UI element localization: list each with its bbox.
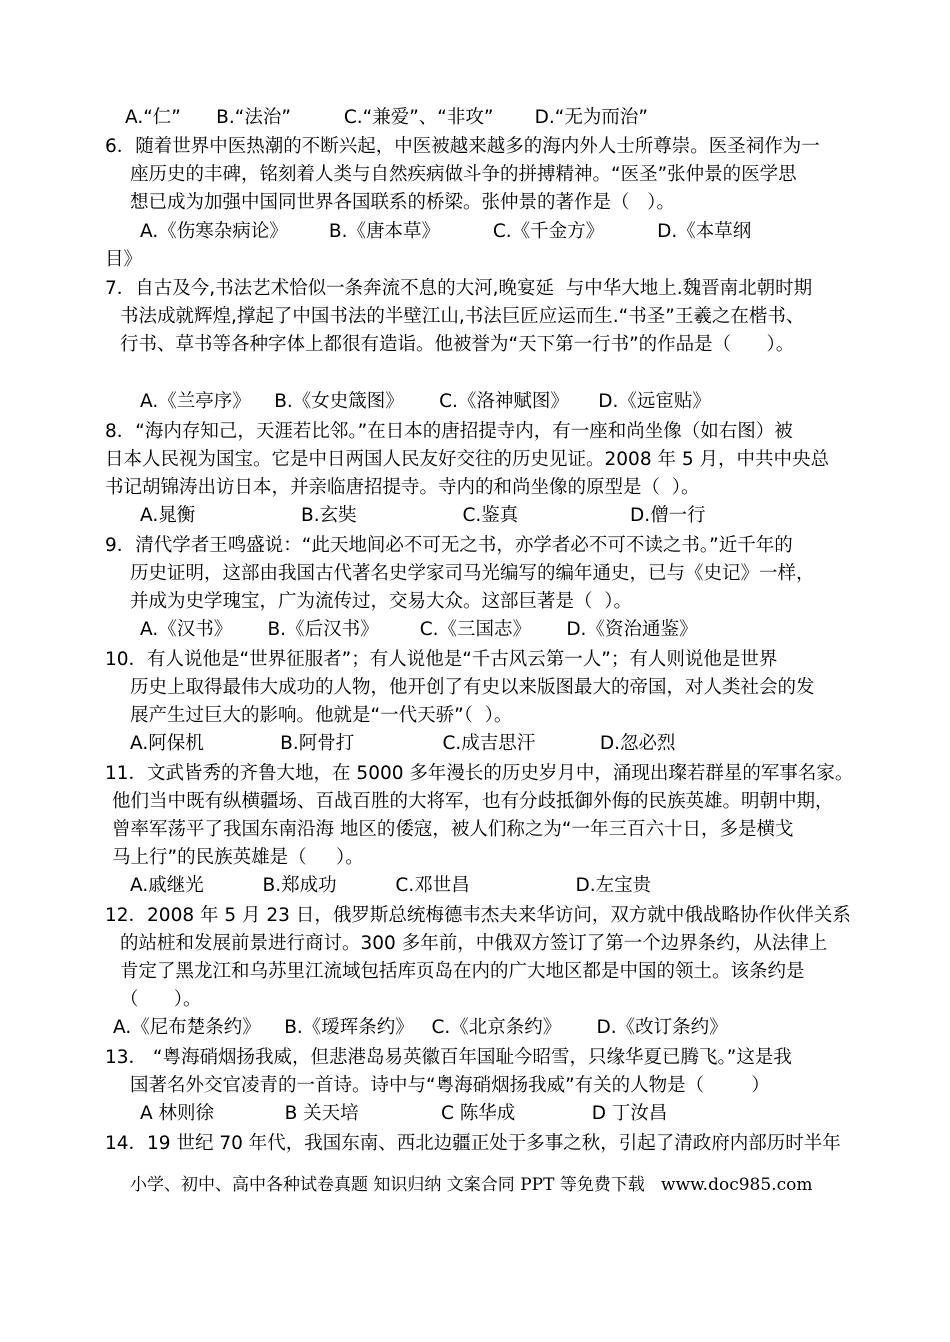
q8-options: A.晁衡 B.玄奘 C.鉴真 D.僧一行 xyxy=(140,505,706,526)
q6-options-wrap: 目》 xyxy=(105,249,143,270)
q13-options: A 林则徐 B 关天培 C 陈华成 D 丁汝昌 xyxy=(140,1103,668,1124)
q10-options: A.阿保机 B.阿骨打 C.成吉思汗 D.忽必烈 xyxy=(130,733,676,754)
q7-line-3: 行书、草书等各种字体上都很有造诣。他被誉为“天下第一行书”的作品是（ ）。 xyxy=(120,334,795,355)
q11-options: A.戚继光 B.郑成功 C.邓世昌 D.左宝贵 xyxy=(130,875,652,896)
q11-line-2: 他们当中既有纵横疆场、百战百胜的大将军，也有分歧抵御外侮的民族英雄。明朝中期， xyxy=(112,791,834,812)
q9-line-2: 历史证明，这部由我国古代著名史学家司马光编写的编年通史，已与《史记》一样， xyxy=(130,563,815,584)
q6-line-2: 座历史的丰碑，铭刻着人类与自然疾病做斗争的拼搏精神。“医圣”张仲景的医学思 xyxy=(130,164,797,185)
q9-line-1: 9．清代学者王鸣盛说：“此天地间必不可无之书，亦学者必不可不读之书。”近千年的 xyxy=(105,535,793,556)
q6-line-1: 6．随着世界中医热潮的不断兴起，中医被越来越多的海内外人士所尊崇。医圣祠作为一 xyxy=(105,136,820,157)
q10-line-2: 历史上取得最伟大成功的人物，他开创了有史以来版图最大的帝国，对人类社会的发 xyxy=(130,677,815,698)
q12-line-2: 的站桩和发展前景进行商讨。300 多年前，中俄双方签订了第一个边界条约，从法律上 xyxy=(120,933,828,954)
q6-line-3: 想已成为加强中国同世界各国联系的桥梁。张仲景的著作是（ ）。 xyxy=(130,192,675,213)
q12-line-3: 肯定了黑龙江和乌苏里江流域包括库页岛在内的广大地区都是中国的领土。该条约是 xyxy=(120,961,805,982)
q9-options: A.《汉书》 B.《后汉书》 C.《三国志》 D.《资治通鉴》 xyxy=(140,619,698,640)
q9-line-3: 并成为史学瑰宝，广为流传过，交易大众。这部巨著是（ ）。 xyxy=(130,591,633,612)
q14-line-1: 14．19 世纪 70 年代，我国东南、西北边疆正处于多事之秋，引起了清政府内部历时半年 xyxy=(105,1133,841,1154)
q10-line-1: 10．有人说他是“世界征服者”；有人说他是“千古风云第一人”；有人则说他是世界 xyxy=(105,649,778,670)
q8-line-2: 日本人民视为国宝。它是中日两国人民友好交往的历史见证。2008 年 5 月，中共中央总 xyxy=(105,449,829,470)
q10-line-3: 展产生过巨大的影响。他就是“一代天骄”（ ）。 xyxy=(130,705,513,726)
q12-options: A.《尼布楚条约》 B.《瑷珲条约》 C.《北京条约》 D.《改订条约》 xyxy=(113,1017,728,1038)
q12-line-1: 12．2008 年 5 月 23 日，俄罗斯总统梅德韦杰夫来华访问，双方就中俄战略协作伙伴关系 xyxy=(105,905,851,926)
q6-options: A.《伤寒杂病论》 B.《唐本草》 C.《千金方》 D.《本草纲 xyxy=(140,221,752,242)
q5-options: A.“仁” B.“法治” C.“兼爱”、“非攻” D.“无为而治” xyxy=(125,107,648,128)
page-footer: 小学、初中、高中各种试卷真题 知识归纳 文案合同 PPT 等免费下载 www.doc985.com xyxy=(130,1175,813,1195)
q8-line-1: 8．“海内存知己，天涯若比邻。”在日本的唐招提寺内，有一座和尚坐像（如右图）被 xyxy=(105,421,793,442)
q13-line-1: 13． “粤海硝烟扬我威，但悲港岛易英徽百年国耻今昭雪，只缘华夏已腾飞。”这是我 xyxy=(105,1047,792,1068)
q11-line-1: 11．文武皆秀的齐鲁大地，在 5000 多年漫长的历史岁月中，涌现出璨若群星的军事名家。 xyxy=(105,763,854,784)
q7-line-1: 7．自古及今,书法艺术恰似一条奔流不息的大河,晚宴延 与中华大地上.魏晋南北朝时期 xyxy=(105,278,813,299)
q8-line-3: 书记胡锦涛出访日本，并亲临唐招提寺。寺内的和尚坐像的原型是（ ）。 xyxy=(105,477,700,498)
q7-line-2: 书法成就辉煌,撑起了中国书法的半壁江山,书法巨匠应运而生.“书圣”王羲之在楷书、 xyxy=(120,306,805,327)
q7-options: A.《兰亭序》 B.《女史箴图》 C.《洛神赋图》 D.《远宦贴》 xyxy=(140,391,711,412)
q12-line-4: （ ）。 xyxy=(120,989,202,1010)
q13-line-2: 国著名外交官凌青的一首诗。诗中与“粤海硝烟扬我威”有关的人物是（ ） xyxy=(130,1075,770,1096)
q11-line-3: 曾率军荡平了我国东南沿海 地区的倭寇，被人们称之为“一年三百六十日，多是横戈 xyxy=(112,819,794,840)
q11-line-4: 马上行”的民族英雄是（ ）。 xyxy=(112,847,364,868)
